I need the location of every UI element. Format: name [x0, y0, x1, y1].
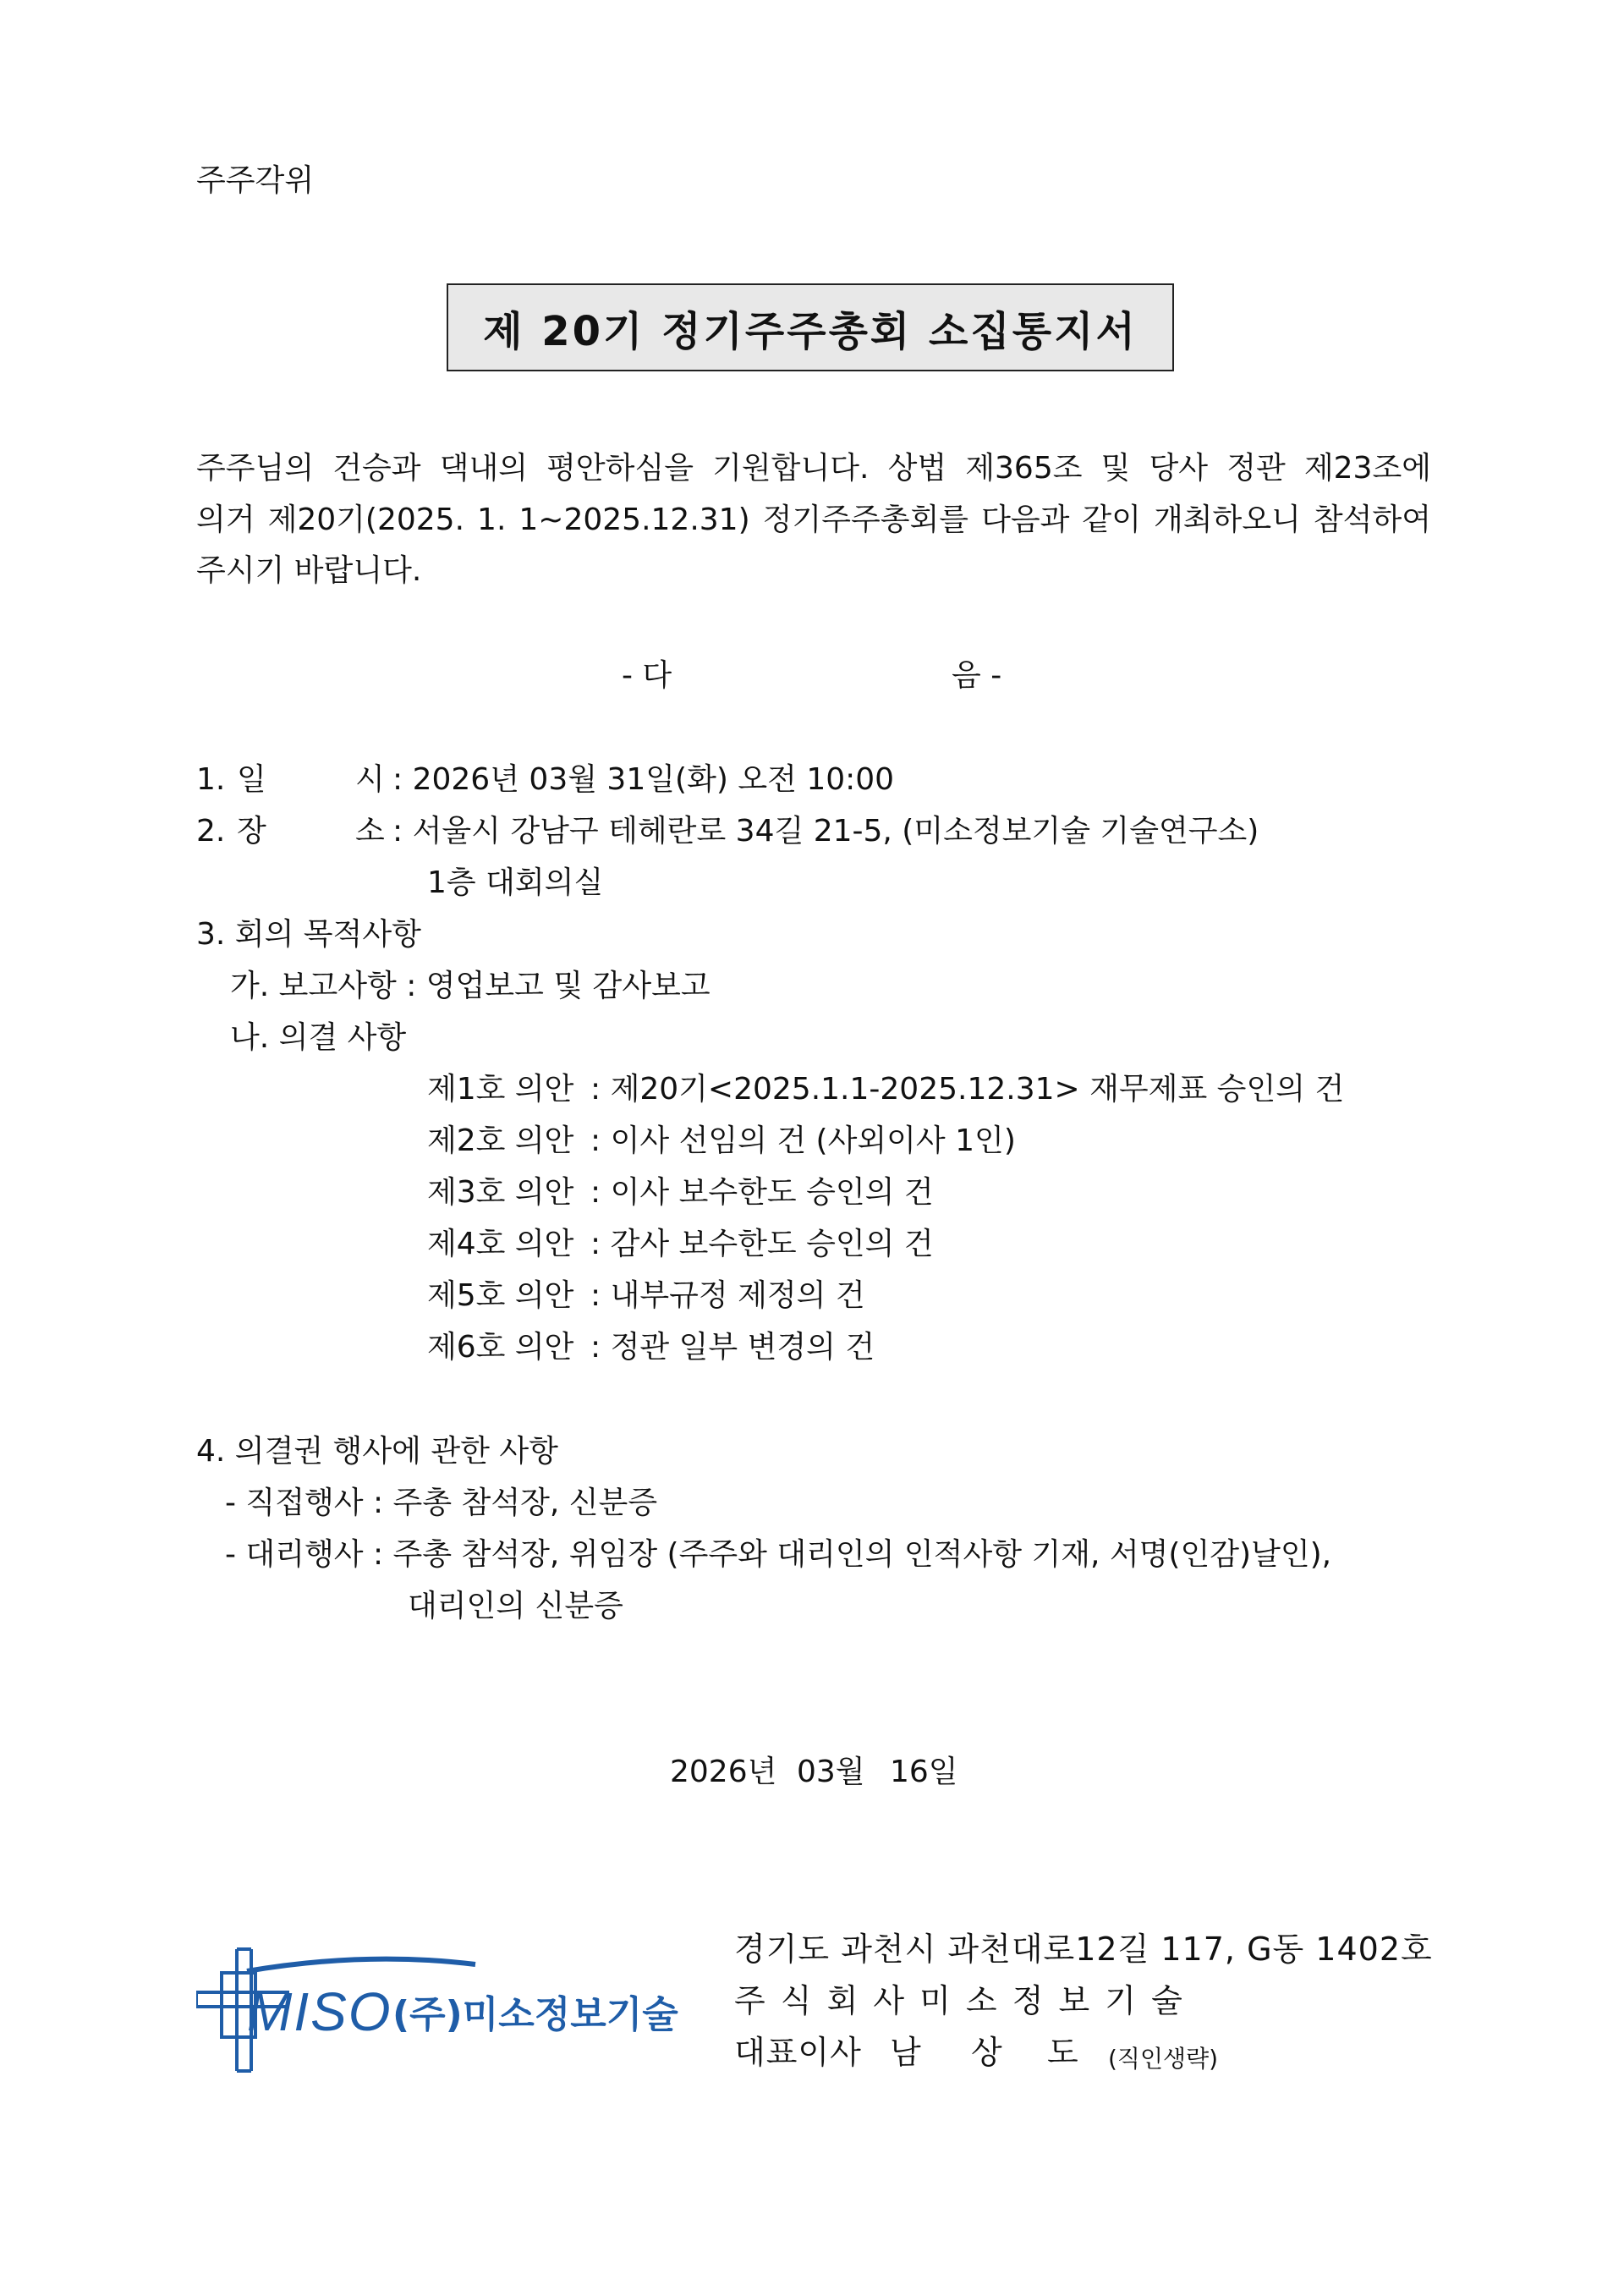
report-items: 가. 보고사항 : 영업보고 및 감사보고	[230, 969, 710, 1003]
agenda-5-text: : 내부규정 제정의 건	[590, 1278, 865, 1313]
heading-da: - 다	[622, 658, 672, 693]
direct-voting: - 직접행사 : 주총 참석장, 신분증	[225, 1486, 658, 1520]
date-day: 16일	[890, 1755, 958, 1789]
agenda-5-label: 제5호 의안	[427, 1278, 574, 1313]
agenda-2-label: 제2호 의안	[427, 1123, 574, 1158]
agenda-1-label: 제1호 의안	[427, 1072, 574, 1107]
agenda-4-label: 제4호 의안	[427, 1227, 574, 1261]
agenda-4-text: : 감사 보수한도 승인의 건	[590, 1227, 934, 1261]
heading-eum: 음 -	[952, 658, 1002, 693]
item2-value: : 서울시 강남구 테헤란로 34길 21-5, (미소정보기술 기술연구소)	[392, 814, 1259, 849]
proxy-voting: - 대리행사 : 주총 참석장, 위임장 (주주와 대리인의 인적사항 기재, 서명(인감)날인),	[225, 1537, 1332, 1572]
agenda-3-label: 제3호 의안	[427, 1175, 574, 1210]
logo-latin-text: MISO	[247, 1981, 392, 2042]
agenda-6-label: 제6호 의안	[427, 1330, 574, 1365]
item4-title: 4. 의결권 행사에 관한 사항	[196, 1434, 558, 1469]
date-month: 03월	[797, 1755, 865, 1789]
agenda-6-text: : 정관 일부 변경의 건	[590, 1330, 875, 1365]
logo-korean-text: (주)미소정보기술	[392, 1993, 678, 2036]
ceo-name-1: 남	[890, 2034, 922, 2071]
item1-label-2: 시	[355, 762, 385, 797]
item1-number: 1.	[196, 762, 226, 797]
miso-logo	[196, 1946, 695, 2073]
item2-label-1: 장	[237, 814, 266, 849]
intro-line-3: 주시기 바랍니다.	[196, 553, 422, 588]
agenda-3-text: : 이사 보수한도 승인의 건	[590, 1175, 934, 1210]
item2-label-2: 소	[355, 814, 385, 849]
agenda-1-text: : 제20기<2025.1.1-2025.12.31> 재무제표 승인의 건	[590, 1072, 1345, 1107]
recipient-line: 주주각위	[196, 163, 315, 198]
title-box	[447, 283, 1174, 371]
resolution-title: 나. 의결 사항	[230, 1020, 407, 1055]
seal-omitted-note: (직인생략)	[1108, 2045, 1219, 2073]
item2-value-line-2: 1층 대회의실	[427, 865, 604, 900]
agenda-2-text: : 이사 선임의 건 (사외이사 1인)	[590, 1123, 1016, 1158]
item3-title: 3. 회의 목적사항	[196, 917, 421, 952]
intro-line-1: 주주님의 건승과 댁내의 평안하심을 기원합니다. 상법 제365조 및 당사 정관 제23조에	[196, 451, 1431, 486]
ceo-name-2: 상	[971, 2034, 1003, 2071]
item1-value: : 2026년 03월 31일(화) 오전 10:00	[392, 762, 895, 797]
document-title: 제 20기 정기주주총회 소집통지서	[483, 307, 1138, 355]
item1-label-1: 일	[237, 762, 266, 797]
intro-line-2: 의거 제20기(2025. 1. 1~2025.12.31) 정기주주총회를 다음과 같이 개최하오니 참석하여	[196, 503, 1431, 537]
ceo-name-3: 도	[1047, 2034, 1079, 2071]
company-name: 주 식 회 사 미 소 정 보 기 술	[734, 1982, 1185, 2019]
date-year: 2026년	[670, 1755, 777, 1789]
proxy-voting-line-2: 대리인의 신분증	[408, 1589, 623, 1623]
company-address: 경기도 과천시 과천대로12길 117, G동 1402호	[734, 1931, 1433, 1968]
item2-number: 2.	[196, 814, 226, 849]
ceo-title: 대표이사	[734, 2034, 862, 2071]
